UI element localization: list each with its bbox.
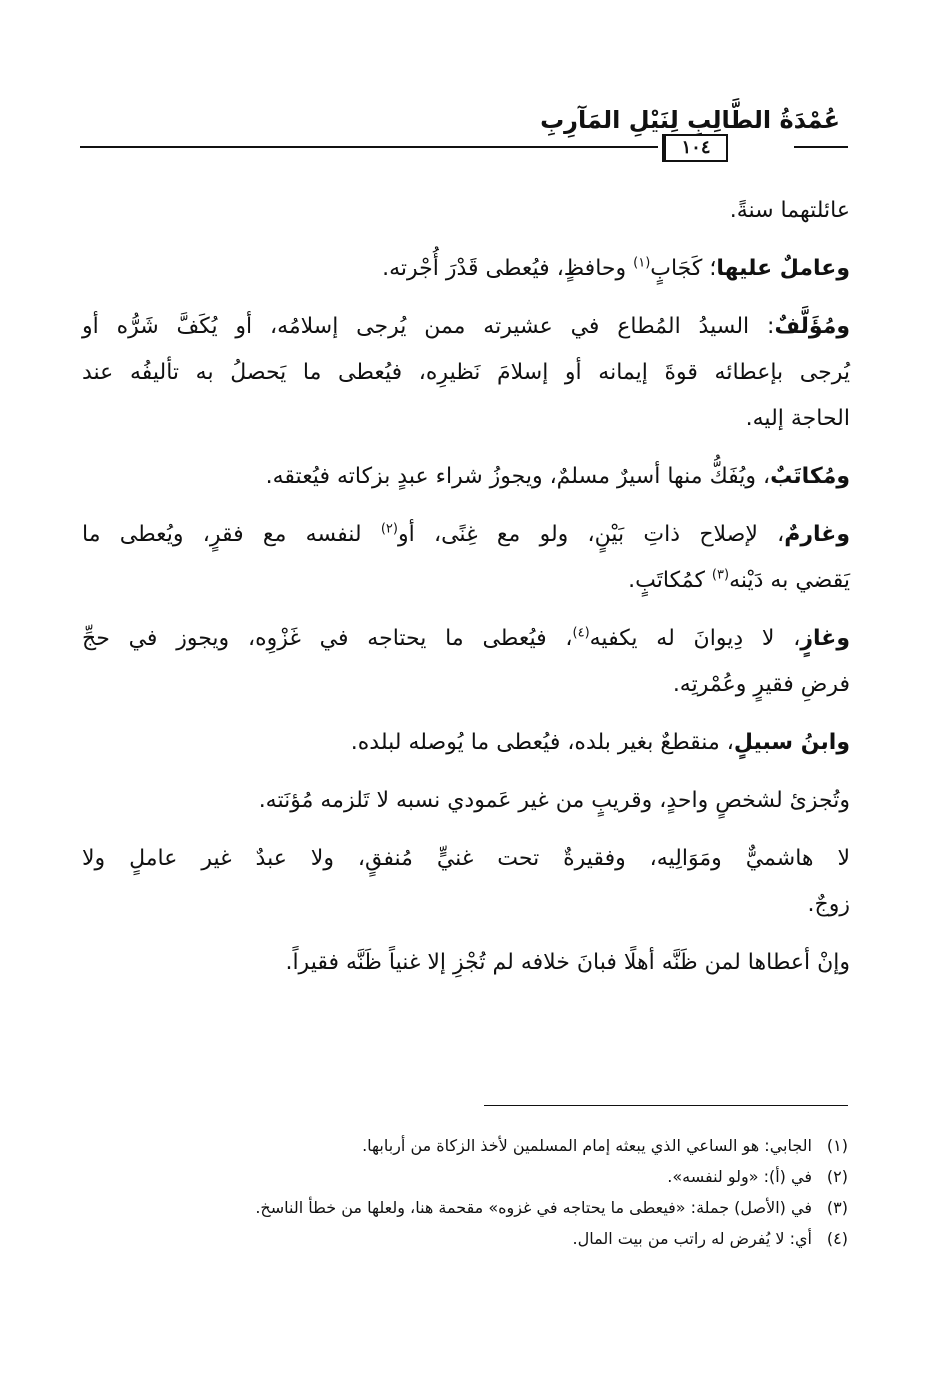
footnote-number: (٣) bbox=[826, 1198, 848, 1217]
footnotes bbox=[80, 1130, 848, 1254]
paragraph-hashimi bbox=[82, 836, 850, 882]
footnote-ref: (١) bbox=[633, 255, 651, 271]
footnote-number: (١) bbox=[826, 1136, 848, 1155]
header-rule-short bbox=[794, 146, 848, 148]
footnote-ref: (٣) bbox=[711, 567, 730, 583]
footnote-item bbox=[80, 1161, 848, 1192]
footnote-separator bbox=[484, 1105, 848, 1106]
term-heading: وغازٍ bbox=[800, 626, 850, 651]
text-fragment: يَقضي به دَيْنه bbox=[729, 568, 850, 593]
term-heading: وابنُ سبيلٍ bbox=[733, 730, 850, 755]
page-number: ١٠٤ bbox=[662, 134, 728, 162]
paragraph-muallaf bbox=[82, 304, 850, 350]
text-fragment: ، لإصلاح ذاتِ بَيْنٍ، ولو مع غِنًى، أو bbox=[397, 522, 785, 547]
main-text bbox=[82, 188, 850, 986]
text-fragment: كمُكاتَبٍ. bbox=[628, 568, 712, 593]
paragraph-in-aataha bbox=[82, 940, 850, 986]
text-fragment: ، ويُفَكُّ منها أسيرٌ مسلمٌ، ويجوزُ شراء عبدٍ بزكاته فيُعتقه. bbox=[265, 464, 771, 489]
term-heading: وعاملٌ عليها bbox=[716, 256, 850, 281]
text-fragment: الحاجة إليه. bbox=[745, 406, 850, 431]
paragraph-ibn-sabil bbox=[82, 720, 850, 766]
text-fragment: عائلتهما سنةً. bbox=[729, 198, 850, 223]
term-heading: وغارمٌ bbox=[784, 522, 851, 547]
text-fragment: وتُجزئ لشخصٍ واحدٍ، وقريبٍ من غير عَمودي نسبه لا تَلزمه مُؤنَته. bbox=[258, 788, 850, 813]
text-fragment: لا هاشميٌّ ومَوَالِيه، وفقيرةٌ تحت غنيٍّ مُنفقٍ، ولا عبدٌ غير عاملٍ ولا bbox=[82, 846, 850, 871]
footnote-item bbox=[80, 1223, 848, 1254]
footnote-text: في (الأصل) جملة: «فيعطى ما يحتاجه في غزوه» مقحمة هنا، ولعلها من خطأ الناسخ. bbox=[255, 1198, 812, 1217]
footnote-item bbox=[80, 1130, 848, 1161]
paragraph-amil bbox=[82, 246, 850, 292]
footnote-number: (٢) bbox=[826, 1167, 848, 1186]
paragraph-ghazi bbox=[82, 616, 850, 662]
text-line bbox=[82, 662, 850, 708]
text-fragment: فرضِ فقيرٍ وعُمْرتِه. bbox=[672, 672, 850, 697]
text-fragment: زوجٌ. bbox=[807, 892, 850, 917]
paragraph-gharim bbox=[82, 512, 850, 558]
footnote-ref: (٤) bbox=[572, 625, 590, 641]
text-fragment: : السيدُ المُطاع في عشيرته ممن يُرجى إسلامُه، أو يُكَفَّ شَرُّه أو bbox=[82, 314, 775, 339]
paragraph-mukatab bbox=[82, 454, 850, 500]
text-line bbox=[82, 188, 850, 234]
text-line bbox=[82, 558, 850, 604]
footnote-text: أي: لا يُفرض له راتب من بيت المال. bbox=[572, 1229, 812, 1248]
footnote-item bbox=[80, 1192, 848, 1223]
footnote-number: (٤) bbox=[826, 1229, 848, 1248]
footnote-ref: (٢) bbox=[380, 521, 398, 537]
text-fragment: لنفسه مع فقرٍ، ويُعطى ما bbox=[82, 522, 381, 547]
term-heading: ومُكاتَبٌ bbox=[770, 464, 850, 489]
term-heading: ومُؤَلَّفٌ bbox=[774, 314, 850, 339]
text-fragment: وحافظٍ، فيُعطى قَدْرَ أُجْرته. bbox=[382, 256, 634, 281]
page-header bbox=[80, 100, 848, 160]
text-line bbox=[82, 350, 850, 396]
text-fragment: ، فيُعطى ما يحتاجه في غَزْوِه، ويجوز في حجِّ bbox=[82, 626, 573, 651]
footnote-text: في (أ): «ولو لنفسه». bbox=[667, 1167, 812, 1186]
text-fragment: يُرجى بإعطائه قوةَ إيمانه أو إسلامَ نَظيرِه، فيُعطى ما يَحصلُ به تأليفُه عند bbox=[82, 360, 850, 385]
text-fragment: وإنْ أعطاها لمن ظَنَّه أهلًا فبانَ خلافه لم تُجْزِ إلا غنياً ظَنَّه فقيراً. bbox=[285, 950, 850, 975]
text-fragment: ، لا دِيوانَ له يكفيه bbox=[589, 626, 801, 651]
text-line bbox=[82, 882, 850, 928]
paragraph-tujzi bbox=[82, 778, 850, 824]
header-rule bbox=[80, 146, 658, 148]
footnote-text: الجابي: هو الساعي الذي يبعثه إمام المسلمين لأخذ الزكاة من أربابها. bbox=[362, 1136, 812, 1155]
text-line bbox=[82, 396, 850, 442]
book-title: عُمْدَةُ الطَّالِبِ لِنَيْلِ المَآرِبِ bbox=[540, 106, 840, 134]
text-fragment: ؛ كَجَابٍ bbox=[650, 256, 717, 281]
text-fragment: ، منقطعٌ بغير بلده، فيُعطى ما يُوصله لبلده. bbox=[350, 730, 734, 755]
